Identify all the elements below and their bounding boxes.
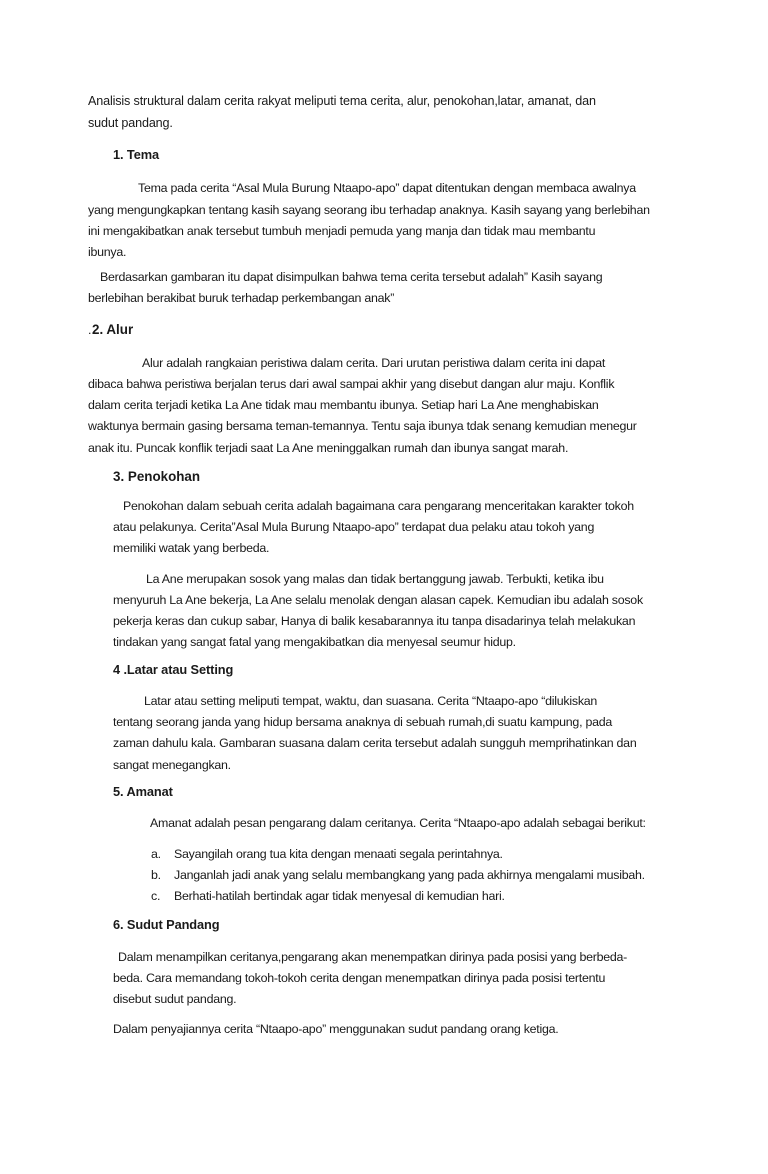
paragraph-line: memiliki watak yang berbeda.	[113, 541, 270, 555]
paragraph-line: Berdasarkan gambaran itu dapat disimpulkan bahwa tema cerita tersebut adalah” Kasih sayang	[100, 270, 603, 284]
paragraph-line: Latar atau setting meliputi tempat, waktu, dan suasana. Cerita “Ntaapo-apo “dilukiskan	[144, 694, 598, 708]
list-marker: b.	[151, 868, 161, 882]
paragraph-line: ibunya.	[88, 245, 127, 259]
paragraph-line: dalam cerita terjadi ketika La Ane tidak mau membantu ibunya. Setiap hari La Ane menghabiskan	[88, 398, 599, 412]
paragraph-line: ini mengakibatkan anak tersebut tumbuh menjadi pemuda yang manja dan tidak mau membantu	[88, 224, 596, 238]
paragraph-line: Penokohan dalam sebuah cerita adalah bagaimana cara pengarang menceritakan karakter tokoh	[123, 499, 634, 513]
paragraph-line: anak itu. Puncak konflik terjadi saat La Ane meninggalkan rumah dan ibunya sangat marah.	[88, 441, 569, 455]
intro-line: Analisis struktural dalam cerita rakyat meliputi tema cerita, alur, penokohan,latar, amanat, dan	[88, 94, 596, 108]
paragraph-line: disebut sudut pandang.	[113, 992, 237, 1006]
paragraph-line: beda. Cara memandang tokoh-tokoh cerita dengan menempatkan dirinya pada posisi tertentu	[113, 971, 606, 985]
paragraph-line: pekerja keras dan cukup sabar, Hanya di balik kesabarannya itu tanpa disadarinya telah melakukan	[113, 614, 636, 628]
paragraph-line: tindakan yang sangat fatal yang mengakibatkan dia menyesal seumur hidup.	[113, 635, 516, 649]
paragraph-line: yang mengungkapkan tentang kasih sayang seorang ibu terhadap anaknya. Kasih sayang yang berlebihan	[88, 203, 650, 217]
paragraph-line: Tema pada cerita “Asal Mula Burung Ntaapo-apo” dapat ditentukan dengan membaca awalnya	[138, 181, 636, 195]
heading-latar: 4 .Latar atau Setting	[113, 662, 234, 677]
paragraph-line: tentang seorang janda yang hidup bersama anaknya di sebuah rumah,di suatu kampung, pada	[113, 715, 613, 729]
heading-alur: 2. Alur	[92, 322, 134, 337]
paragraph-line: zaman dahulu kala. Gambaran suasana dalam cerita tersebut adalah sungguh memprihatinkan dan	[113, 736, 637, 750]
heading-sudut-pandang: 6. Sudut Pandang	[113, 917, 220, 932]
heading-penokohan: 3. Penokohan	[113, 469, 201, 484]
paragraph-line: atau pelakunya. Cerita”Asal Mula Burung Ntaapo-apo” terdapat dua pelaku atau tokoh yang	[113, 520, 595, 534]
list-item: Sayangilah orang tua kita dengan menaati segala perintahnya.	[174, 847, 503, 861]
intro-line: sudut pandang.	[88, 116, 173, 130]
paragraph-line: waktunya bermain gasing bersama teman-temannya. Tentu saja ibunya tdak senang kemudian menegur	[88, 419, 637, 433]
heading-alur-prefix: .	[88, 323, 92, 337]
list-marker: c.	[151, 889, 161, 903]
paragraph-line: menyuruh La Ane bekerja, La Ane selalu menolak dengan alasan capek. Kemudian ibu adalah sosok	[113, 593, 643, 607]
paragraph-line: dibaca bahwa peristiwa berjalan terus dari awal sampai akhir yang disebut dangan alur maju. Konflik	[88, 377, 615, 391]
list-marker: a.	[151, 847, 161, 861]
paragraph-line: berlebihan berakibat buruk terhadap perkembangan anak”	[88, 291, 395, 305]
paragraph-line: Amanat adalah pesan pengarang dalam ceritanya. Cerita “Ntaapo-apo adalah sebagai berikut:	[150, 816, 646, 830]
paragraph-line: Dalam penyajiannya cerita “Ntaapo-apo” menggunakan sudut pandang orang ketiga.	[113, 1022, 559, 1036]
heading-amanat: 5. Amanat	[113, 784, 173, 799]
paragraph-line: La Ane merupakan sosok yang malas dan tidak bertanggung jawab. Terbukti, ketika ibu	[146, 572, 604, 586]
list-item: Berhati-hatilah bertindak agar tidak menyesal di kemudian hari.	[174, 889, 505, 903]
heading-tema: 1. Tema	[113, 147, 160, 162]
paragraph-line: Alur adalah rangkaian peristiwa dalam cerita. Dari urutan peristiwa dalam cerita ini dapat	[142, 356, 606, 370]
paragraph-line: Dalam menampilkan ceritanya,pengarang akan menempatkan dirinya pada posisi yang berbeda-	[118, 950, 628, 964]
paragraph-line: sangat menegangkan.	[113, 758, 231, 772]
list-item: Janganlah jadi anak yang selalu membangkang yang pada akhirnya mengalami musibah.	[174, 868, 645, 882]
